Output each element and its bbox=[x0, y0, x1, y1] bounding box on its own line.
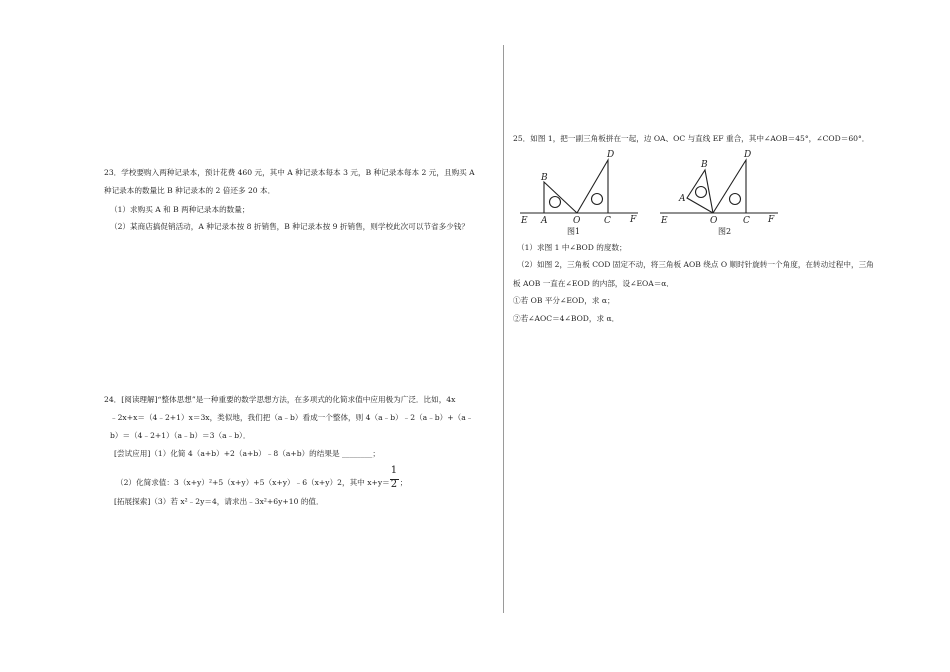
label-c: C bbox=[743, 216, 750, 226]
triangle-cod-hole bbox=[730, 194, 741, 205]
q24-part-2-text: （2）化简求值：3（x+y）²+5（x+y）+5（x+y）﹣6（x+y）2，其中 x+y＝ bbox=[116, 478, 390, 487]
fraction-denominator: 2 bbox=[390, 479, 398, 490]
q25-part-1: （1）求图 1 中∠BOD 的度数； bbox=[517, 243, 627, 252]
q23-line-1: 23．学校要购入两种记录本，预计花费 460 元，其中 A 种记录本每本 3 元，B 种记录本每本 2 元，且购买 A bbox=[104, 168, 475, 177]
label-o: O bbox=[710, 216, 718, 226]
fraction-numerator: 1 bbox=[390, 465, 398, 476]
label-b: B bbox=[541, 173, 548, 183]
q23-part-1: （1）求购买 A 和 B 两种记录本的数量； bbox=[110, 205, 250, 214]
q24-line-2: ﹣2x+x＝（4﹣2+1）x＝3x，类似地，我们把（a﹣b）看成一个整体，则 4（a﹣b）﹣2（a﹣b）+（a﹣ bbox=[110, 413, 474, 422]
figure-2-caption: 图2 bbox=[718, 227, 732, 236]
q24-part-3: [拓展探索]（3）若 x²﹣2y＝4，请求出﹣3x²+6y+10 的值． bbox=[114, 497, 324, 506]
q24-part-1: [尝试应用]（1）化简 4（a+b）+2（a+b）﹣8（a+b）的结果是 ________； bbox=[114, 449, 380, 458]
label-e: E bbox=[661, 216, 668, 226]
label-o: O bbox=[573, 216, 581, 226]
triangle-cod bbox=[713, 160, 746, 213]
label-e: E bbox=[521, 216, 528, 226]
label-f: F bbox=[630, 215, 637, 225]
fraction bbox=[390, 465, 400, 490]
triangle-aob bbox=[544, 182, 577, 213]
q23-line-2: 种记录本的数量比 B 种记录本的 2 倍还多 20 本． bbox=[104, 186, 276, 195]
figure-2 bbox=[655, 146, 785, 238]
q24-line-1: 24．[阅读理解]“整体思想”是一种重要的数学思想方法，在多项式的化简求值中应用极为广泛．比如，4x bbox=[104, 395, 456, 404]
figure-2-diagram bbox=[655, 146, 785, 238]
figure-1 bbox=[515, 146, 650, 238]
figure-1-diagram bbox=[515, 146, 650, 238]
label-a: A bbox=[679, 194, 686, 204]
q25-part-2-line-2: 板 AOB 一直在∠EOD 的内部，设∠EOA＝α． bbox=[513, 279, 675, 288]
triangle-aob bbox=[687, 170, 713, 213]
label-c: C bbox=[604, 216, 611, 226]
column-divider bbox=[503, 45, 504, 613]
label-d: D bbox=[607, 150, 615, 160]
q23-part-2: （2）某商店搞促销活动，A 种记录本按 8 折销售，B 种记录本按 9 折销售，则学校此次可以节省多少钱？ bbox=[110, 222, 469, 231]
q25-sub-2: ②若∠AOC＝4∠BOD，求 α． bbox=[513, 314, 620, 323]
label-a: A bbox=[541, 216, 548, 226]
label-f: F bbox=[768, 215, 775, 225]
q24-part-2 bbox=[116, 465, 408, 490]
q25-sub-1: ①若 OB 平分∠EOD，求 α； bbox=[513, 296, 615, 305]
q24-line-3: b）＝（4﹣2+1）（a﹣b）＝3（a﹣b）． bbox=[110, 431, 251, 440]
q25-line-1: 25．如图 1，把一副三角板拼在一起，边 OA、OC 与直线 EF 重合，其中∠AOB＝45°，∠COD＝60°． bbox=[513, 134, 870, 143]
q25-part-2-line-1: （2）如图 2，三角板 COD 固定不动，将三角板 AOB 绕点 O 顺时针旋转一个角度，在转动过程中，三角 bbox=[517, 260, 874, 269]
q24-part-2-end: ； bbox=[399, 478, 408, 487]
triangle-cod-hole bbox=[592, 194, 603, 205]
label-b: B bbox=[701, 160, 708, 170]
label-d: D bbox=[744, 150, 752, 160]
triangle-aob-hole bbox=[550, 197, 561, 208]
figure-1-caption: 图1 bbox=[567, 227, 581, 236]
triangle-cod bbox=[577, 160, 608, 213]
triangle-aob-hole bbox=[696, 187, 707, 198]
